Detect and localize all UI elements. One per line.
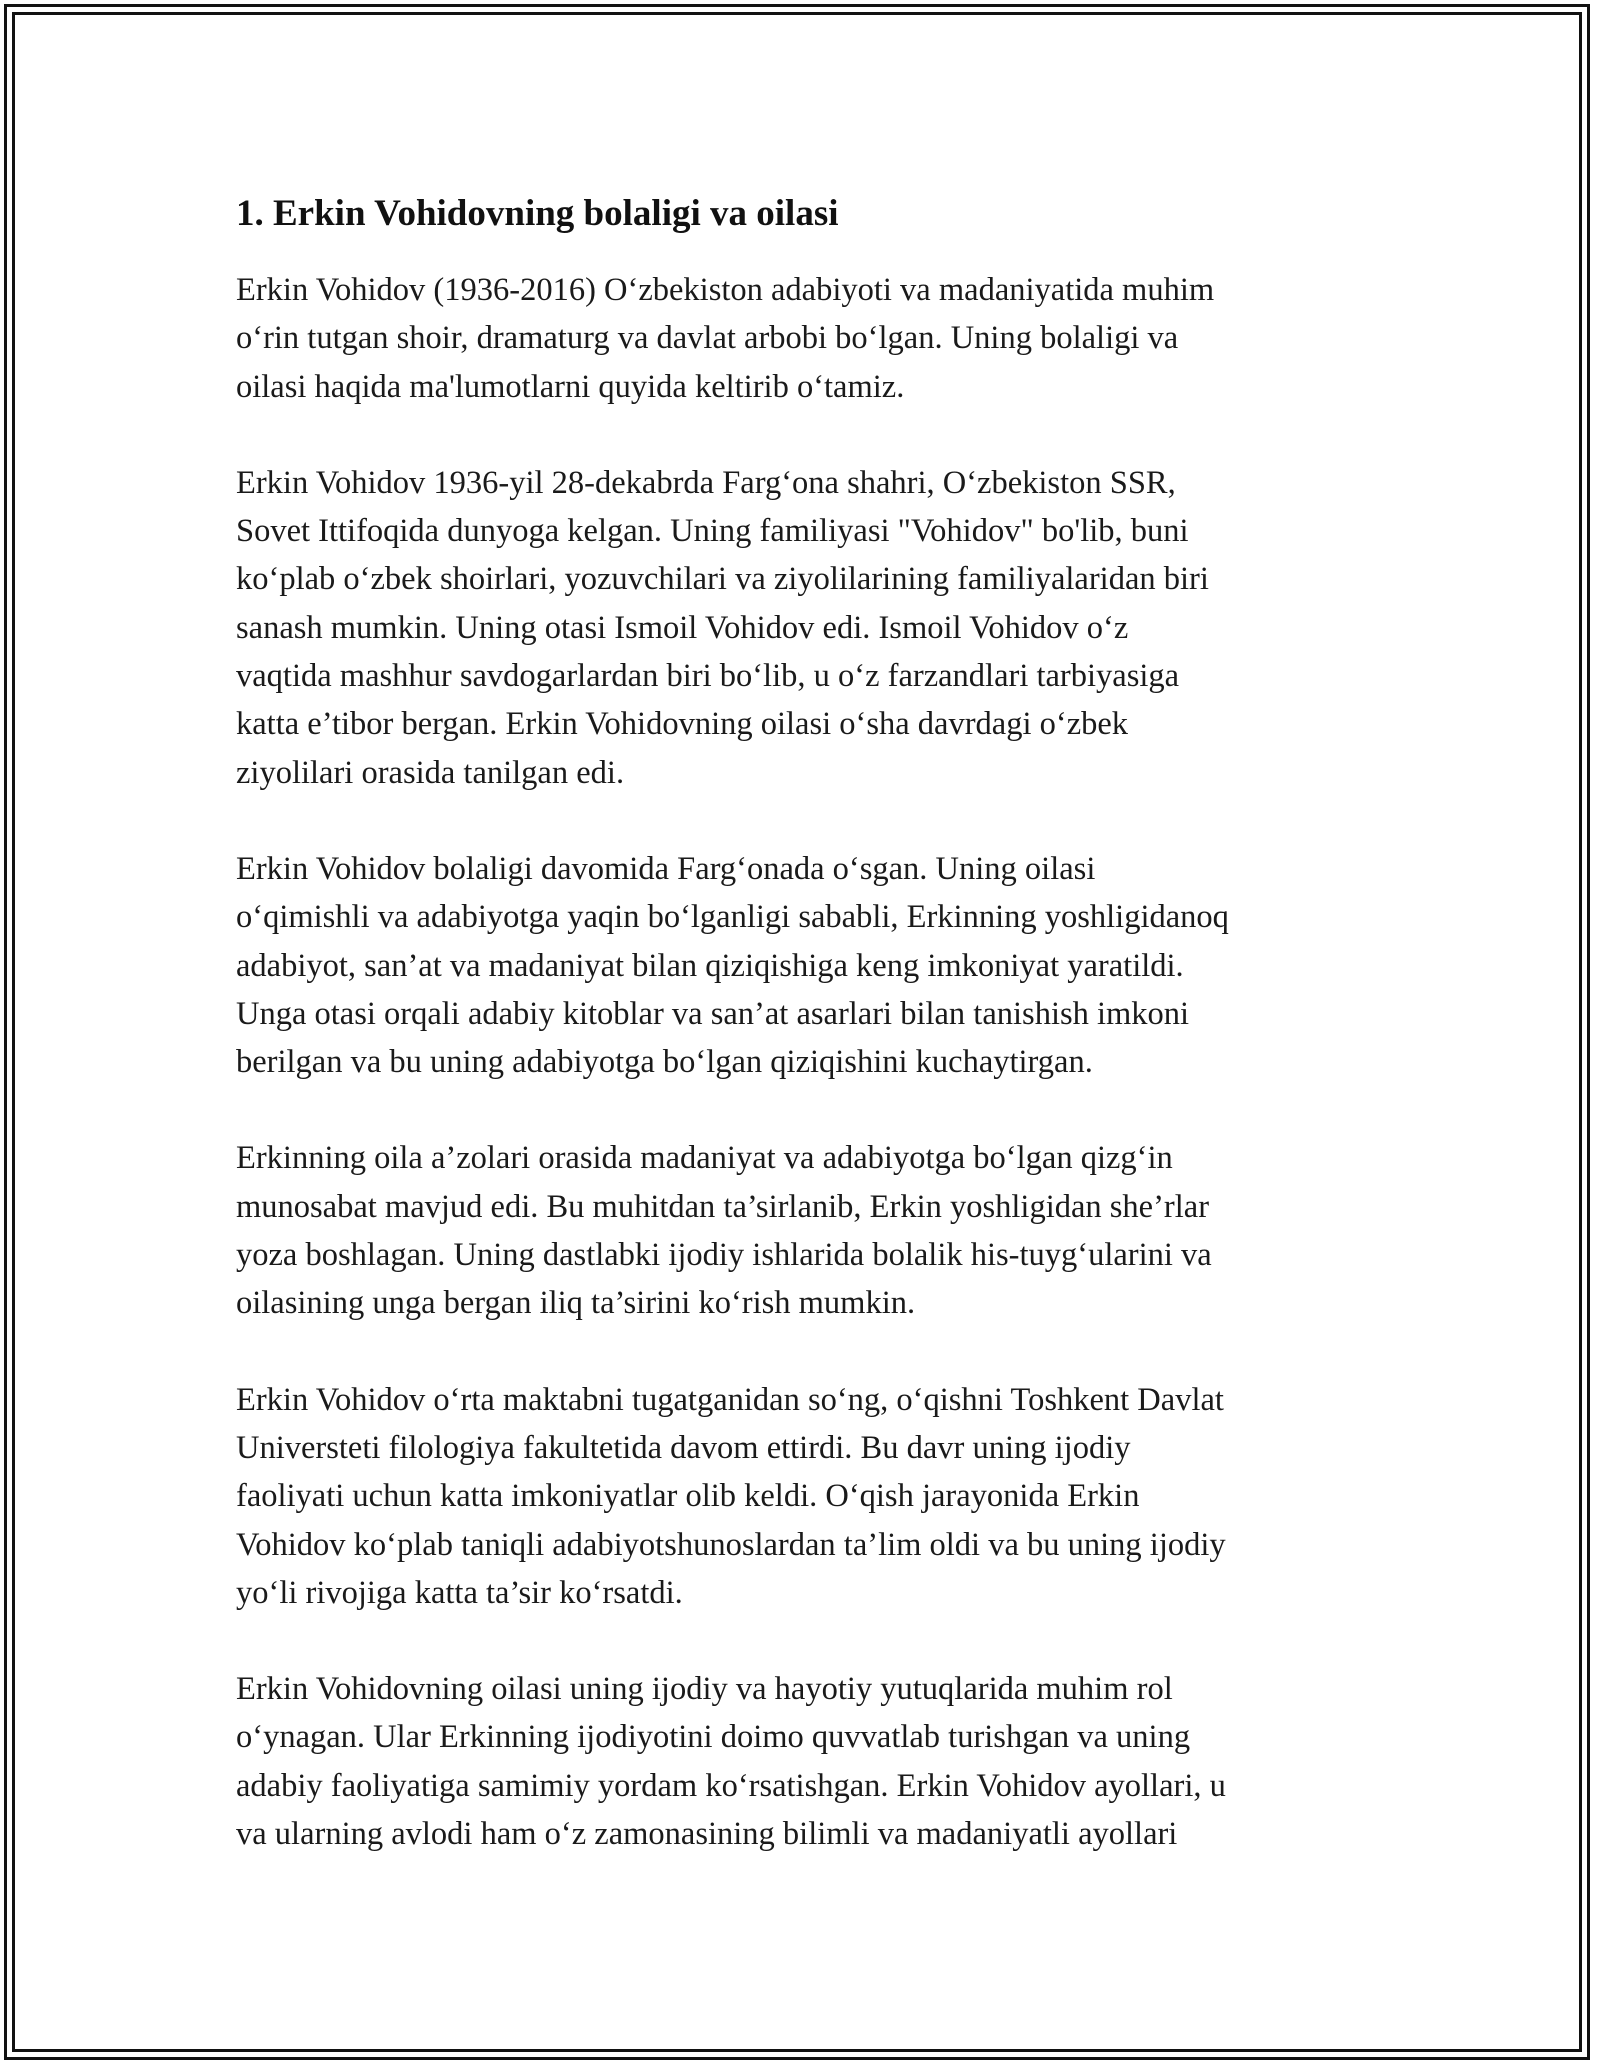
text-line: o‘ynagan. Ular Erkinning ijodiyotini doimo quvvatlab turishgan va uning [236,1719,1191,1756]
document-body [236,188,1366,1906]
text-line: Unga otasi orqali adabiy kitoblar va san’at asarlari bilan tanishish imkoni [236,995,1190,1032]
text-line: Erkin Vohidov (1936-2016) O‘zbekiston adabiyoti va madaniyatida muhim [236,272,1215,308]
text-line: o‘qimishli va adabiyotga yaqin bo‘lganligi sababli, Erkinning yoshligidanoq [236,899,1229,936]
text-line: ziyolilari orasida tanilgan edi. [236,754,625,791]
text-line: adabiy faoliyatiga samimiy yordam ko‘rsatishgan. Erkin Vohidov ayollari, u [236,1767,1226,1804]
text-line: adabiyot, san’at va madaniyat bilan qiziqishiga keng imkoniyat yaratildi. [236,947,1184,984]
paragraph [236,266,1366,411]
text-line: Erkin Vohidov o‘rta maktabni tugatganidan so‘ng, o‘qishni Toshkent Davlat [236,1381,1224,1418]
text-line: va ularning avlodi ham o‘z zamonasining bilimli va madaniyatli ayollari [236,1816,1178,1853]
text-line: katta e’tibor bergan. Erkin Vohidovning oilasi o‘sha davrdagi o‘zbek [236,706,1129,743]
text-line: Erkin Vohidovning oilasi uning ijodiy va hayotiy yutuqlarida muhim rol [236,1671,1173,1708]
text-line: yo‘li rivojiga katta ta’sir ko‘rsatdi. [236,1574,683,1611]
paragraph [236,1134,1366,1327]
paragraph [236,1376,1366,1617]
text-line: o‘rin tutgan shoir, dramaturg va davlat arbobi bo‘lgan. Uning bolaligi va [236,320,1179,357]
paragraph [236,845,1366,1086]
paragraph [236,459,1366,797]
text-line: Universteti filologiya fakultetida davom ettirdi. Bu davr uning ijodiy [236,1429,1131,1466]
text-line: ko‘plab o‘zbek shoirlari, yozuvchilari va ziyolilarining familiyalaridan biri [236,561,1209,598]
text-line: Erkin Vohidov bolaligi davomida Farg‘onada o‘sgan. Uning oilasi [236,850,1096,887]
text-line: oilasining unga bergan iliq ta’sirini ko‘rish mumkin. [236,1285,916,1322]
text-line: Vohidov ko‘plab taniqli adabiyotshunoslardan ta’lim oldi va bu uning ijodiy [236,1526,1226,1563]
text-line: berilgan va bu uning adabiyotga bo‘lgan qiziqishini kuchaytirgan. [236,1044,1093,1081]
text-line: yoza boshlagan. Uning dastlabki ijodiy ishlarida bolalik his-tuyg‘ularini va [236,1237,1212,1274]
paragraph [236,1665,1366,1858]
text-line: Erkin Vohidov 1936-yil 28-dekabrda Farg‘ona shahri, O‘zbekiston SSR, [236,464,1176,501]
text-line: faoliyati uchun katta imkoniyatlar olib keldi. O‘qish jarayonida Erkin [236,1478,1140,1515]
text-line: sanash mumkin. Uning otasi Ismoil Vohidov edi. Ismoil Vohidov o‘z [236,609,1129,646]
text-line: munosabat mavjud edi. Bu muhitdan ta’sirlanib, Erkin yoshligidan she’rlar [236,1188,1210,1225]
text-line: Erkinning oila a’zolari orasida madaniyat va adabiyotga bo‘lgan qizg‘in [236,1140,1173,1177]
section-heading: 1. Erkin Vohidovning bolaligi va oilasi [236,193,839,234]
text-line: oilasi haqida ma'lumotlarni quyida keltirib o‘tamiz. [236,368,905,405]
text-line: Sovet Ittifoqida dunyoga kelgan. Uning familiyasi "Vohidov" bo'lib, buni [236,513,1189,550]
text-line: vaqtida mashhur savdogarlardan biri bo‘lib, u o‘z farzandlari tarbiyasiga [236,658,1180,695]
